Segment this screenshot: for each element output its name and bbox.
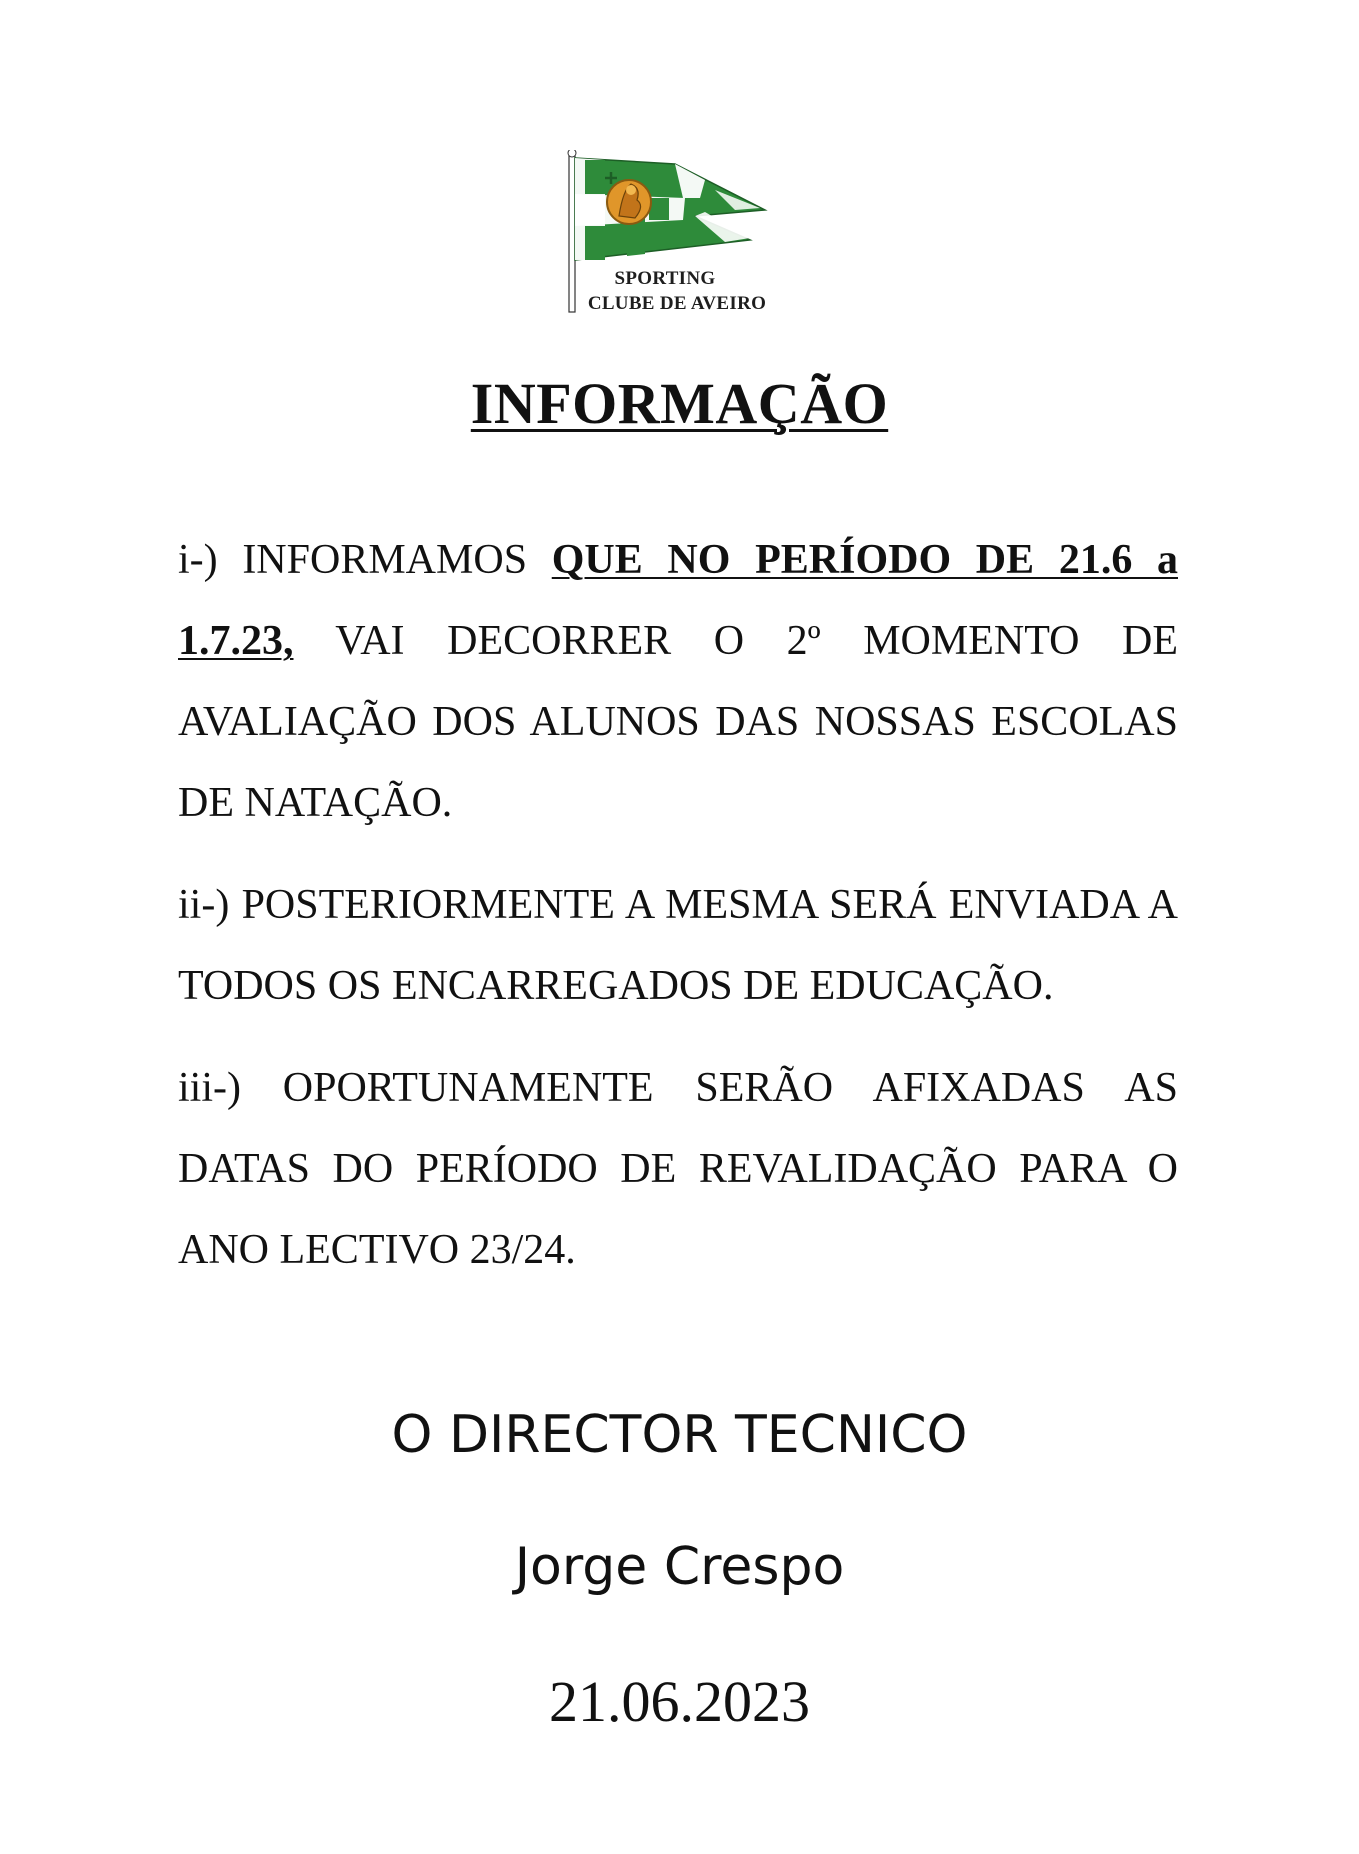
notice-body [178, 520, 1178, 1312]
paragraph-1-prefix: i-) INFORMAMOS [178, 537, 552, 583]
page-title: INFORMAÇÃO [470, 371, 889, 436]
paragraph-3: iii-) OPORTUNAMENTE SERÃO AFIXADAS AS DATAS DO PERÍODO DE REVALIDAÇÃO PARA O ANO LECTIVO 23/24. [178, 1065, 1178, 1273]
signature-date: 21.06.2023 [549, 1669, 810, 1734]
paragraph-2: ii-) POSTERIORMENTE A MESMA SERÁ ENVIADA A TODOS OS ENCARREGADOS DE EDUCAÇÃO. [178, 882, 1178, 1009]
signature-name: Jorge Crespo [514, 1537, 845, 1597]
club-logo [565, 150, 795, 320]
paragraph-1-rest: VAI DECORRER O 2º MOMENTO DE AVALIAÇÃO DOS ALUNOS DAS NOSSAS ESCOLAS DE NATAÇÃO. [178, 618, 1178, 826]
paragraph-1 [178, 520, 1178, 844]
logo-line-1: SPORTING [614, 268, 716, 289]
paragraph-1-highlight: QUE NO PERÍODO DE 21.6 a 1.7.23, [178, 537, 1178, 664]
signature-role: O DIRECTOR TECNICO [391, 1405, 968, 1465]
logo-line-2: CLUBE DE AVEIRO [587, 293, 767, 314]
